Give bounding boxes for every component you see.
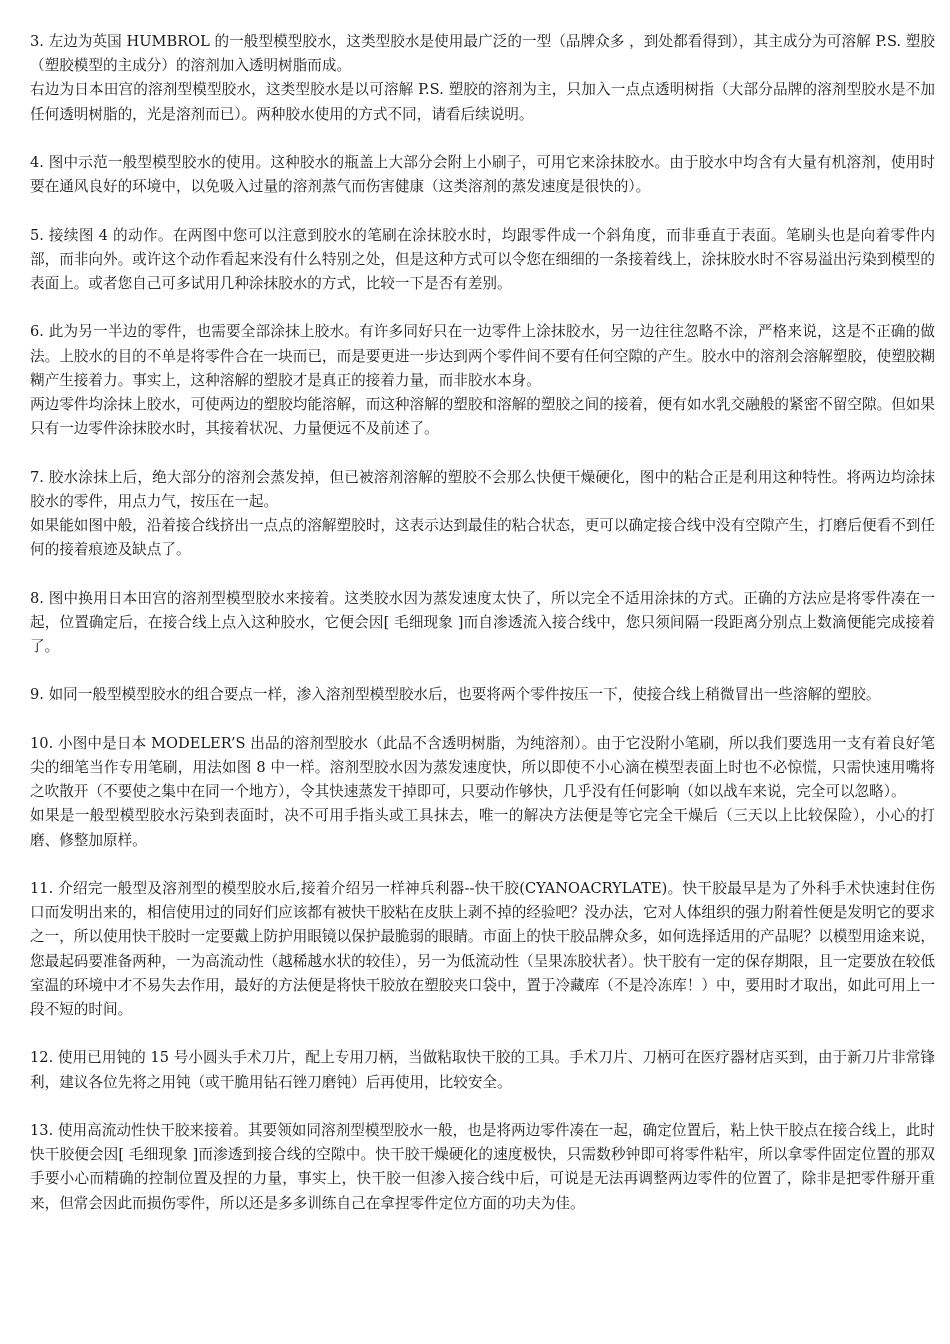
section-3 (30, 30, 935, 127)
section-11 (30, 877, 935, 1022)
paragraph: 7. 胶水涂抹上后，绝大部分的溶剂会蒸发掉，但已被溶剂溶解的塑胶不会那么快便干燥硬化，图中的粘合正是利用这种特性。将两边均涂抹胶水的零件，用点力气，按压在一起。 (30, 468, 935, 510)
section-10 (30, 732, 935, 853)
paragraph: 12. 使用已用钝的 15 号小圆头手术刀片，配上专用刀柄，当做粘取快干胶的工具。手术刀片、刀柄可在医疗器材店买到，由于新刀片非常锋利，建议各位先将之用钝（或干脆用钻石锉刀磨钝）后再使用，比较安全。 (30, 1049, 935, 1091)
paragraph: 6. 此为另一半边的零件，也需要全部涂抹上胶水。有许多同好只在一边零件上涂抹胶水，另一边往往忽略不涂，严格来说，这是不正确的做法。上胶水的目的不单是将零件合在一块而已，而是要更进一步达到两个零件间不要有任何空隙的产生。胶水中的溶剂会溶解塑胶，使塑胶糊糊产生接着力。事实上，这种溶解的塑胶才是真正的接着力量，而非胶水本身。 (30, 323, 935, 389)
paragraph: 如果是一般型模型胶水污染到表面时，决不可用手指头或工具抹去，唯一的解决方法便是等它完全干燥后（三天以上比较保险），小心的打磨、修整加原样。 (30, 807, 935, 849)
paragraph: 8. 图中换用日本田宫的溶剂型模型胶水来接着。这类胶水因为蒸发速度太快了，所以完全不适用涂抹的方式。正确的方法应是将零件凑在一起，位置确定后，在接合线上点入这种胶水，它便会因[ 毛细现象 ]而自渗透流入接合线中，您只须间隔一段距离分别点上数滴便能完成接着了。 (30, 589, 935, 655)
section-5 (30, 224, 935, 297)
paragraph: 如果能如图中般，沿着接合线挤出一点点的溶解塑胶时，这表示达到最佳的粘合状态，更可以确定接合线中没有空隙产生，打磨后便看不到任何的接着痕迹及缺点了。 (30, 517, 935, 559)
paragraph: 5. 接续图 4 的动作。在两图中您可以注意到胶水的笔刷在涂抹胶水时，均跟零件成一个斜角度，而非垂直于表面。笔刷头也是向着零件内部，而非向外。或许这个动作看起来没有什么特别之处，但是这种方式可以令您在细细的一条接着线上，涂抹胶水时不容易溢出污染到模型的表面上。或者您自己可多试用几种涂抹胶水的方式，比较一下是否有差别。 (30, 226, 935, 292)
section-13 (30, 1119, 935, 1216)
document-page (30, 30, 935, 1240)
section-9 (30, 683, 935, 707)
paragraph: 10. 小图中是日本 MODELER’S 出品的溶剂型胶水（此品不含透明树脂，为纯溶剂）。由于它没附小笔刷，所以我们要选用一支有着良好笔尖的细笔当作专用笔刷，用法如图 8 中一样。溶剂型胶水因为蒸发速度快，所以即使不小心滴在模型表面上时也不必惊慌，只需快速用嘴将之吹散开（不要使之集中在同一个地方），令其快速蒸发干掉即可，只要动作够快，几乎没有任何影响（如以战车来说，完全可以忽略）。 (30, 734, 935, 801)
paragraph: 9. 如同一般型模型胶水的组合要点一样，渗入溶剂型模型胶水后，也要将两个零件按压一下，使接合线上稍微冒出一些溶解的塑胶。 (30, 686, 881, 704)
paragraph: 11. 介绍完一般型及溶剂型的模型胶水后,接着介绍另一样神兵利器--快干胶(CYANOACRYLATE)。快干胶最早是为了外科手术快速封住伤口而发明出来的，相信使用过的同好们应该都有被快干胶粘在皮肤上剥不掉的经验吧？没办法，它对人体组织的强力附着性便是发明它的要求之一，所以使用快干胶时一定要戴上防护用眼镜以保护最脆弱的眼睛。市面上的快干胶品牌众多，如何选择适用的产品呢？以模型用途来说，您最起码要准备两种，一为高流动性（越稀越水状的较佳），另一为低流动性（呈果冻胶状者）。快干胶有一定的保存期限，且一定要放在较低室温的环境中才不易失去作用，最好的方法便是将快干胶放在塑胶夹口袋中，置于冷藏库（不是冷冻库！）中，要用时才取出，如此可用上一段不短的时间。 (30, 879, 935, 1018)
paragraph: 右边为日本田宫的溶剂型模型胶水，这类型胶水是以可溶解 P.S. 塑胶的溶剂为主，只加入一点点透明树指（大部分品牌的溶剂型胶水是不加任何透明树脂的，光是溶剂而已）。两种胶水使用的方式不同，请看后续说明。 (30, 81, 935, 123)
paragraph: 两边零件均涂抹上胶水，可使两边的塑胶均能溶解，而这种溶解的塑胶和溶解的塑胶之间的接着，便有如水乳交融般的紧密不留空隙。但如果只有一边零件涂抹胶水时，其接着状况、力量便远不及前述了。 (30, 396, 935, 438)
paragraph: 3. 左边为英国 HUMBROL 的一般型模型胶水，这类型胶水是使用最广泛的一型（品牌众多 ，到处都看得到），其主成分为可溶解 P.S. 塑胶（塑胶模型的主成分）的溶剂加入透明树脂而成。 (30, 33, 935, 75)
paragraph: 13. 使用高流动性快干胶来接着。其要领如同溶剂型模型胶水一般，也是将两边零件凑在一起，确定位置后，粘上快干胶点在接合线上，此时快干胶便会因[ 毛细现象 ]而渗透到接合线的空隙中。快干胶干燥硬化的速度极快，只需数秒钟即可将零件粘牢，所以拿零件固定位置的那双手要小心而精确的控制位置及捏的力量，事实上，快干胶一但渗入接合线中后，可说是无法再调整两边零件的位置了，除非是把零件掰开重来，但常会因此而损伤零件，所以还是多多训练自己在拿捏零件定位方面的功夫为佳。 (30, 1121, 935, 1212)
paragraph: 4. 图中示范一般型模型胶水的使用。这种胶水的瓶盖上大部分会附上小刷子，可用它来涂抹胶水。由于胶水中均含有大量有机溶剂，使用时要在通风良好的环境中，以免吸入过量的溶剂蒸气而伤害健康（这类溶剂的蒸发速度是很快的）。 (30, 154, 935, 196)
section-4 (30, 151, 935, 199)
section-8 (30, 587, 935, 660)
section-7 (30, 466, 935, 563)
section-12 (30, 1046, 935, 1094)
section-6 (30, 320, 935, 441)
